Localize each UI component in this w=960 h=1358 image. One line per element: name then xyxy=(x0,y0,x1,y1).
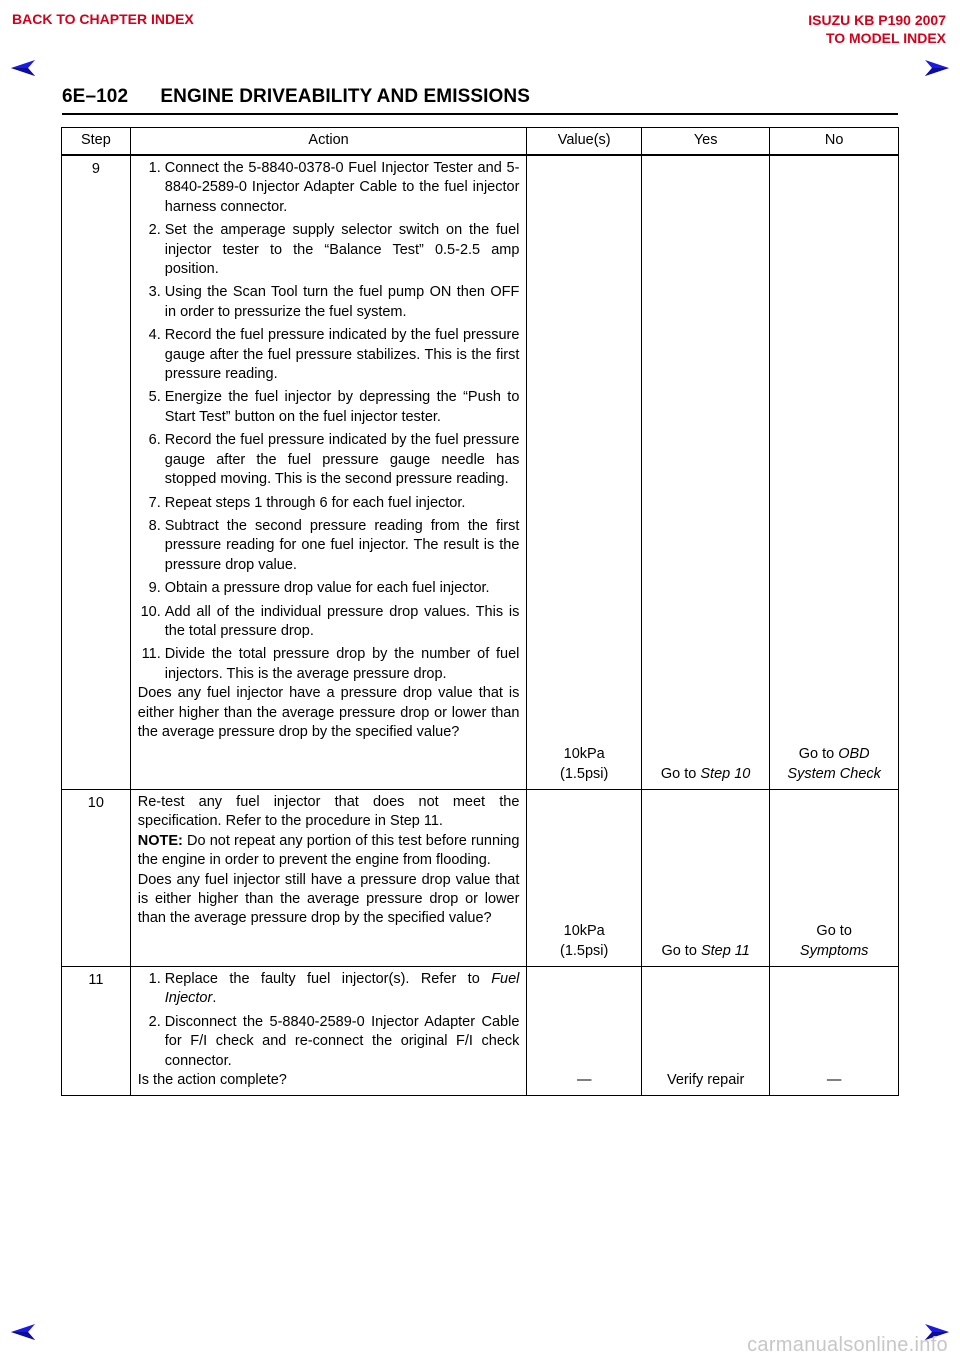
header-step: Step xyxy=(62,128,131,156)
table-row xyxy=(62,790,899,967)
table-header-row xyxy=(62,128,899,156)
table-row xyxy=(62,155,899,790)
list-item: 2. Set the amperage supply selector switch on the fuel injector tester to the “Balance Test” 0.5-2.5 amp position. xyxy=(148,222,520,278)
note: NOTE: Do not repeat any portion of this test before running the engine in order to prevent the engine from flooding. xyxy=(137,832,520,869)
previous-page-arrow-icon[interactable] xyxy=(10,58,36,78)
list-item: 3. Using the Scan Tool turn the fuel pump ON then OFF in order to pressurize the fuel system. xyxy=(148,284,520,320)
watermark: carmanualsonline.info xyxy=(747,1334,948,1356)
list-item: 6. Record the fuel pressure indicated by the fuel pressure gauge after the fuel pressure gauge needle has stopped moving. This is the second pressure reading. xyxy=(148,432,520,488)
next-page-arrow-icon[interactable] xyxy=(924,58,950,78)
fuel-injector-link[interactable]: Fuel Injector xyxy=(164,971,520,1007)
no-cell: — xyxy=(770,967,899,1096)
step-number: 9 xyxy=(62,155,131,790)
list-item: 10. Add all of the individual pressure drop values. This is the total pressure drop. xyxy=(140,603,520,639)
header-action: Action xyxy=(130,128,527,156)
title-rule xyxy=(62,113,898,115)
value-cell: — xyxy=(527,967,642,1096)
no-cell: Go to Symptoms xyxy=(770,790,899,967)
previous-page-arrow-bottom-icon[interactable] xyxy=(10,1322,36,1342)
to-model-index-link[interactable]: TO MODEL INDEX xyxy=(825,30,946,46)
action-text: Re-test any fuel injector that does not meet the specification. Refer to the procedure in Step 11. xyxy=(137,794,520,830)
model-title: ISUZU KB P190 2007 xyxy=(808,12,946,28)
yes-cell: Go to Step 10 xyxy=(641,155,769,790)
list-item: 4. Record the fuel pressure indicated by the fuel pressure gauge after the fuel pressure stabilizes. This is the first pressure reading. xyxy=(148,327,520,383)
list-item: 1. Replace the faulty fuel injector(s). Refer to Fuel Injector. xyxy=(148,971,520,1007)
step-question: Does any fuel injector have a pressure drop value that is either higher than the average pressure drop or lower than the average pressure drop by the specified value? xyxy=(137,685,520,740)
header-values: Value(s) xyxy=(527,128,642,156)
step-question: Is the action complete? xyxy=(137,1072,287,1089)
list-item: 7. Repeat steps 1 through 6 for each fuel injector. xyxy=(148,494,466,511)
no-cell: Go to OBD System Check xyxy=(770,155,899,790)
page-title: 6E–102 ENGINE DRIVEABILITY AND EMISSIONS xyxy=(62,86,531,107)
obd-system-check-link-line2[interactable]: System Check xyxy=(787,765,881,782)
header-yes: Yes xyxy=(641,128,769,156)
value-cell: 10kPa (1.5psi) xyxy=(527,155,642,790)
step-question: Does any fuel injector still have a pressure drop value that is either higher than the average pressure drop or lower than the average pressure drop by the specified value? xyxy=(137,871,520,927)
obd-system-check-link[interactable]: OBD xyxy=(838,746,870,763)
list-item: 2. Disconnect the 5-8840-2589-0 Injector Adapter Cable for F/I check and re-connect the original F/I check connector. xyxy=(148,1013,520,1069)
action-steps-list xyxy=(138,159,520,684)
action-cell xyxy=(130,790,527,967)
list-item: 8. Subtract the second pressure reading from the first pressure reading for one fuel injector. The result is the pressure drop value. xyxy=(148,517,520,573)
list-item: 11. Divide the total pressure drop by the number of fuel injectors. This is the average pressure drop. xyxy=(141,646,520,682)
action-cell xyxy=(130,967,527,1096)
list-item: 5. Energize the fuel injector by depressing the “Push to Start Test” button on the fuel injector tester. xyxy=(148,389,520,425)
step-10-link[interactable]: Step 10 xyxy=(700,765,751,782)
yes-cell: Go to Step 11 xyxy=(641,790,769,967)
table-row xyxy=(62,967,899,1096)
step-number: 11 xyxy=(62,967,131,1096)
symptoms-link[interactable]: Symptoms xyxy=(799,942,869,959)
step-number: 10 xyxy=(62,790,131,967)
list-item: 9. Obtain a pressure drop value for each fuel injector. xyxy=(148,580,490,597)
list-item: 1. Connect the 5-8840-0378-0 Fuel Injector Tester and 5-8840-2589-0 Injector Adapter Cable to the fuel injector harness connector. xyxy=(148,160,520,215)
back-to-chapter-index-link[interactable]: BACK TO CHAPTER INDEX xyxy=(12,11,194,27)
step-11-link[interactable]: Step 11 xyxy=(700,942,750,959)
action-cell xyxy=(130,155,527,790)
action-steps-list xyxy=(138,970,520,1071)
header-no: No xyxy=(770,128,899,156)
diagnostic-table xyxy=(61,127,899,1096)
value-cell: 10kPa (1.5psi) xyxy=(527,790,642,967)
yes-cell: Verify repair xyxy=(641,967,769,1096)
